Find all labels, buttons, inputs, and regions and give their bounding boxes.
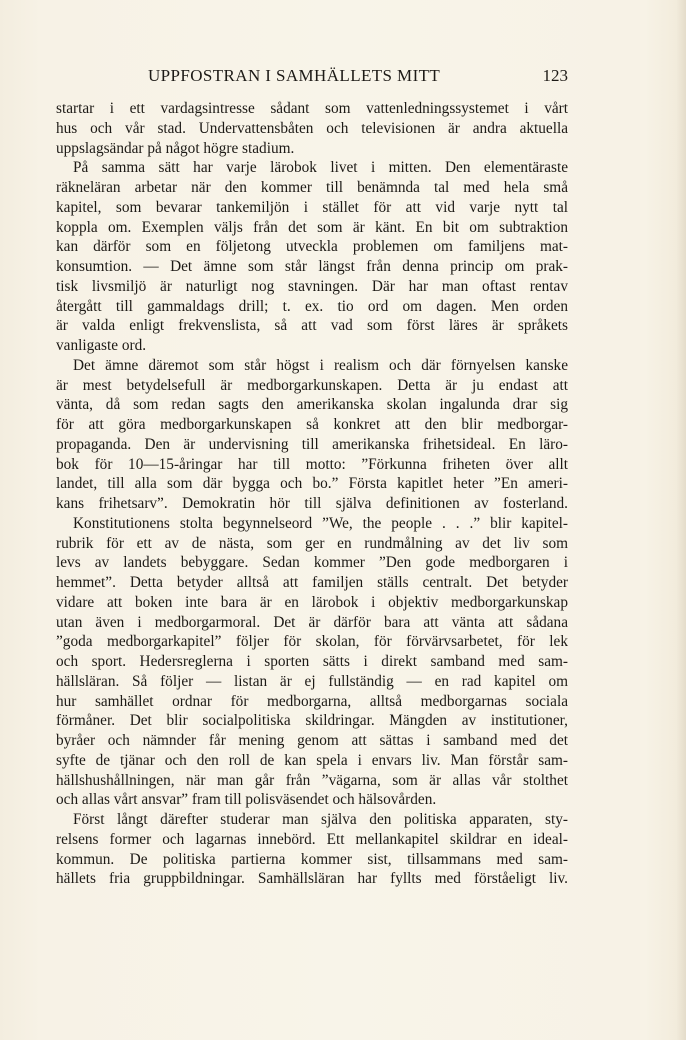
text-line: Konstitutionens stolta begynnelseord ”We, the people . . .” blir kapitel-	[73, 514, 568, 532]
text-line: är mest betydelsefull är medborgarkunskapen. Detta är ju endast att	[56, 376, 568, 394]
text-line: startar i ett vardagsintresse sådant som vattenledningssystemet i vårt	[56, 100, 568, 117]
text-line: hällets fria gruppbildningar. Samhällsläran har fyllts med förståeligt liv.	[56, 870, 568, 888]
text-line: koppla om. Exemplen väljs från det som är känt. En bit om subtraktion	[56, 218, 568, 236]
text-line: för att göra medborgarkunskapen så konkret att den blir medborgar-	[56, 416, 568, 433]
text-line: hus och vår stad. Undervattensbåten och televisionen är andra aktuella	[56, 119, 568, 137]
text-line: räkneläran arbetar när den kommer till benämnda tal med hela små	[56, 179, 568, 196]
text-line: kan därför som en följetong utveckla problemen om familjens mat-	[56, 238, 568, 256]
text-line: kans frihetsarv”. Demokratin hör till själva definitionen av fosterland.	[56, 495, 568, 512]
text-line: återgått till gammaldags drill; t. ex. tio ord om dagen. Men orden	[56, 297, 568, 315]
text-line: konsumtion. — Det ämne som står längst från denna princip om prak-	[56, 258, 568, 275]
text-line: syfte de tjänar och den roll de kan spela i envars liv. Man förstår sam-	[56, 751, 568, 769]
text-line: vanligaste ord.	[56, 337, 147, 354]
text-line: bok för 10—15-åringar har till motto: ”Förkunna friheten över allt	[56, 455, 568, 473]
text-line: är valda enligt frekvenslista, så att vad som först läres är språkets	[56, 317, 568, 335]
page-edge-shadow	[676, 0, 686, 1040]
body-text	[56, 99, 568, 889]
text-line: vidare att boken inte bara är en lärobok i objektiv medborgarkunskap	[56, 593, 568, 611]
text-line: kapitel, som bevarar tankemiljön i stället för att vid varje nytt tal	[56, 198, 568, 216]
text-line: hur samhället ordnar för medborgarna, alltså medborgarnas sociala	[56, 692, 568, 710]
text-line: kommun. De politiska partierna kommer sist, tillsammans med sam-	[56, 850, 568, 868]
text-line: hällshushållningen, när man går från ”vägarna, som är allas vår stolthet	[56, 771, 568, 789]
text-line: och allas vårt ansvar” fram till polisväsendet och hälsovården.	[56, 791, 437, 809]
text-line: hällsläran. Så följer — listan är ej fullständig — en rad kapitel om	[56, 672, 568, 690]
text-line: propaganda. Den är undervisning till amerikanska frihetsideal. En läro-	[56, 435, 568, 453]
text-line: uppslagsändar på något högre stadium.	[56, 139, 295, 157]
text-line: relsens former och lagarnas innebörd. Ett mellankapitel skildrar en ideal-	[56, 830, 568, 848]
text-line: byråer och nämnder får mening genom att sättas i samband med det	[56, 732, 568, 749]
text-line: levs av landets bebyggare. Sedan kommer ”Den gode medborgaren i	[56, 554, 568, 572]
text-line: ”goda medborgarkapitel” följer för skolan, för förvärvsarbetet, för lek	[56, 633, 568, 651]
text-line: hemmet”. Detta betyder alltså att familjen ställs centralt. Det betyder	[56, 574, 568, 591]
text-line: utan även i medborgarmoral. Det är därför bara att vänta att sådana	[56, 613, 568, 631]
running-title: UPPFOSTRAN I SAMHÄLLETS MITT	[148, 66, 441, 85]
page-number: 123	[542, 66, 568, 85]
text-line: landet, till alla som där bygga och bo.” Första kapitlet heter ”En ameri-	[56, 475, 568, 493]
text-line: och sport. Hedersreglerna i sporten sätts i direkt samband med sam-	[56, 653, 568, 670]
text-line: Det ämne däremot som står högst i realism och där förnyelsen kanske	[73, 356, 568, 374]
text-line: vänta, då som redan sagts den amerikanska skolan ingalunda drar sig	[56, 396, 568, 414]
text-line: tisk livsmiljö är naturligt nog stavningen. Där har man oftast rentav	[56, 277, 568, 295]
text-line: rubrik för ett av de nästa, som ger en rundmålning av det liv som	[56, 534, 568, 552]
text-line: Först långt därefter studerar man själva den politiska apparaten, sty-	[73, 811, 568, 828]
text-line: förmåner. Det blir socialpolitiska skildringar. Mängden av institutioner,	[56, 712, 568, 730]
text-line: På samma sätt har varje lärobok livet i mitten. Den elementäraste	[73, 159, 568, 177]
running-head	[56, 66, 568, 90]
